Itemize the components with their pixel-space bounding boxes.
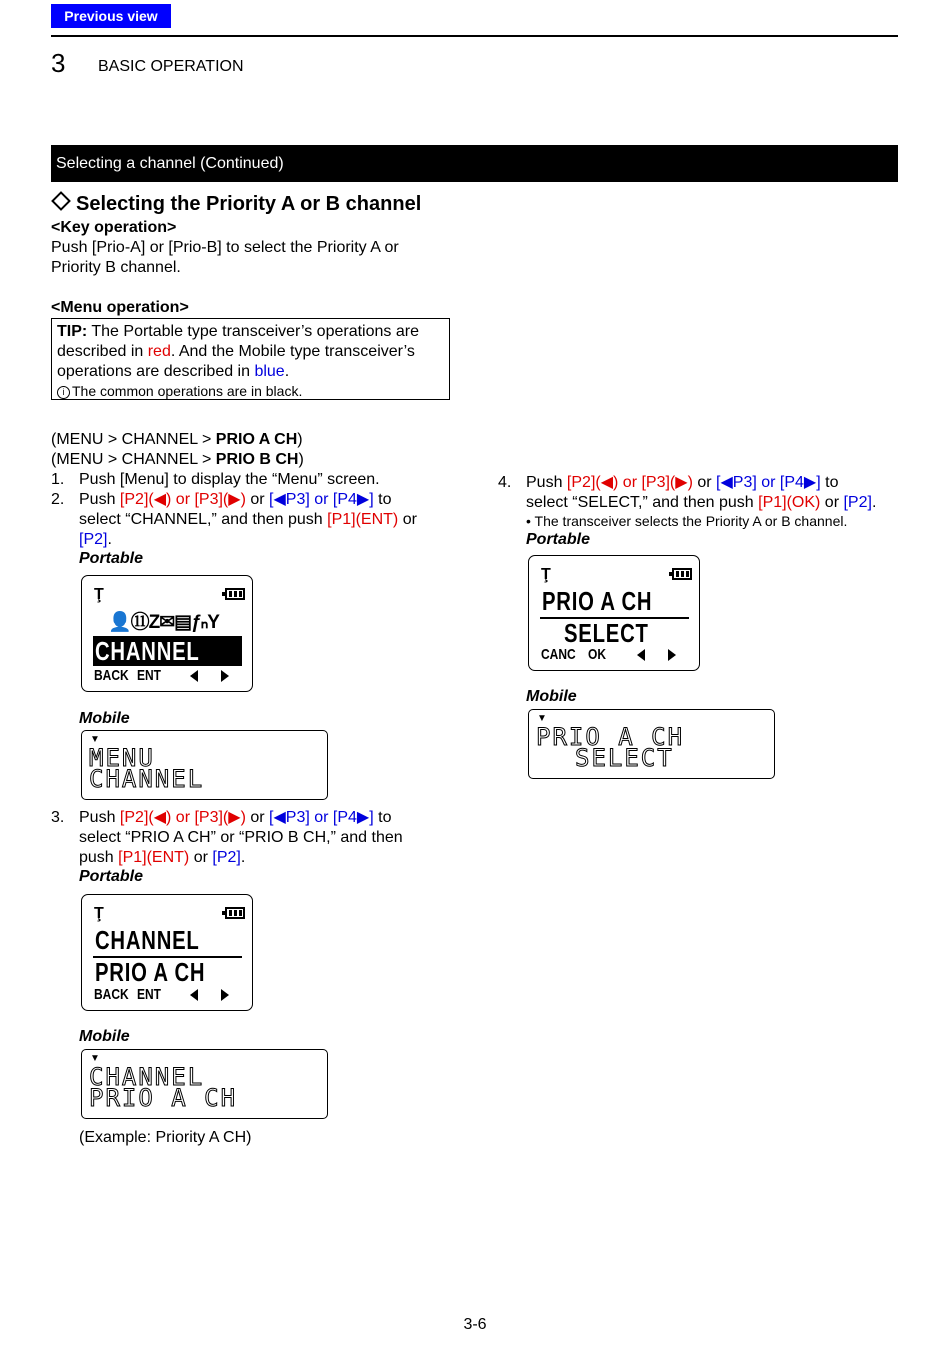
portable-lcd-channel (81, 575, 253, 692)
mobile-lcd-line-1: CHANNEL (89, 1063, 205, 1091)
portable-label: Portable (526, 531, 591, 548)
right-arrow-icon (221, 989, 229, 1001)
section-heading: Selecting the Priority A or B channel (51, 193, 421, 216)
left-arrow-icon (637, 649, 645, 661)
key-operation-label: <Key operation> (51, 219, 177, 236)
section-bar: Selecting a channel (Continued) (51, 145, 898, 182)
step-2-number: 2. (51, 491, 65, 508)
antenna-icon: Ţ (94, 586, 104, 603)
step-3-number: 3. (51, 809, 65, 826)
lcd-line-1: CHANNEL (95, 925, 200, 955)
mobile-lcd-select (528, 709, 775, 779)
softkey-ok: OK (588, 646, 606, 663)
step-4-line-1: Push [P2](◀) or [P3](▶) or [◀P3] or [P4▶] to (526, 474, 839, 491)
step-3-line-3: push [P1](ENT) or [P2]. (79, 849, 246, 866)
previous-view-button[interactable]: Previous view (51, 4, 171, 28)
step-3-line-2: select “PRIO A CH” or “PRIO B CH,” and then (79, 829, 403, 846)
softkey-ent: ENT (137, 986, 161, 1003)
antenna-icon: Ţ (94, 905, 104, 922)
lcd-channel-text: CHANNEL (95, 636, 200, 666)
portable-lcd-prio (81, 894, 253, 1011)
page-number: 3-6 (463, 1316, 487, 1333)
step-2-line-3: [P2]. (79, 531, 112, 548)
menu-path-b: (MENU > CHANNEL > PRIO B CH) (51, 451, 304, 468)
softkey-canc: CANC (541, 646, 576, 663)
antenna-icon: Ţ (541, 566, 551, 583)
step-4-number: 4. (498, 474, 512, 491)
step-4-line-2: select “SELECT,” and then push [P1](OK) or [P2]. (526, 494, 877, 511)
step-4-bullet: • The transceiver selects the Priority A or B channel. (526, 513, 848, 529)
mobile-lcd-menu (81, 730, 328, 800)
diamond-icon (51, 191, 71, 211)
battery-icon (225, 907, 245, 919)
left-arrow-icon (190, 670, 198, 682)
right-arrow-icon (221, 670, 229, 682)
mobile-label: Mobile (79, 1028, 130, 1045)
portable-label: Portable (79, 868, 144, 885)
portable-lcd-select (528, 555, 700, 671)
mobile-lcd-line-2: PRIO A CH (89, 1084, 238, 1112)
mobile-lcd-line-2: CHANNEL (89, 765, 205, 793)
mobile-lcd-line-1: MENU (89, 744, 155, 772)
left-arrow-icon (190, 989, 198, 1001)
menu-path-a: (MENU > CHANNEL > PRIO A CH) (51, 431, 303, 448)
step-3-line-1: Push [P2](◀) or [P3](▶) or [◀P3] or [P4▶] to (79, 809, 392, 826)
lcd-line-2: PRIO A CH (95, 957, 206, 987)
softkey-back: BACK (94, 667, 129, 684)
tip-box: TIP: The Portable type transceiver’s operations are described in red. And the Mobile type transceiver’s operations are described in blue. i The common operations are in black. (51, 318, 450, 400)
step-2-line-2: select “CHANNEL,” and then push [P1](ENT) or (79, 511, 417, 528)
chapter-number: 3 (51, 48, 66, 78)
lcd-line-2: SELECT (564, 618, 649, 648)
info-icon: i (57, 386, 70, 399)
mobile-lcd-line-2: SELECT (575, 744, 674, 772)
step-1-number: 1. (51, 471, 65, 488)
step-2-line-1: Push [P2](◀) or [P3](▶) or [◀P3] or [P4▶] to (79, 491, 392, 508)
step-1-text: Push [Menu] to display the “Menu” screen. (79, 471, 380, 488)
antenna-icon: ▼ (90, 734, 100, 745)
softkey-back: BACK (94, 986, 129, 1003)
battery-icon (672, 568, 692, 580)
mobile-label: Mobile (526, 688, 577, 705)
menu-icons-row: 👤⑪Z✉▤ƒₙY (108, 612, 219, 633)
battery-icon (225, 588, 245, 600)
antenna-icon: ▼ (537, 713, 547, 724)
lcd-line-1: PRIO A CH (542, 586, 653, 616)
right-arrow-icon (668, 649, 676, 661)
chapter-title: BASIC OPERATION (98, 58, 244, 75)
softkey-ent: ENT (137, 667, 161, 684)
key-operation-text-2: Priority B channel. (51, 259, 181, 276)
mobile-label: Mobile (79, 710, 130, 727)
header-divider (51, 35, 898, 37)
key-operation-text-1: Push [Prio-A] or [Prio-B] to select the Priority A or (51, 239, 399, 256)
example-caption: (Example: Priority A CH) (79, 1129, 252, 1146)
portable-label: Portable (79, 550, 144, 567)
menu-operation-label: <Menu operation> (51, 299, 189, 316)
mobile-lcd-channel (81, 1049, 328, 1119)
mobile-lcd-line-1: PRIO A CH (536, 723, 685, 751)
antenna-icon: ▼ (90, 1053, 100, 1064)
